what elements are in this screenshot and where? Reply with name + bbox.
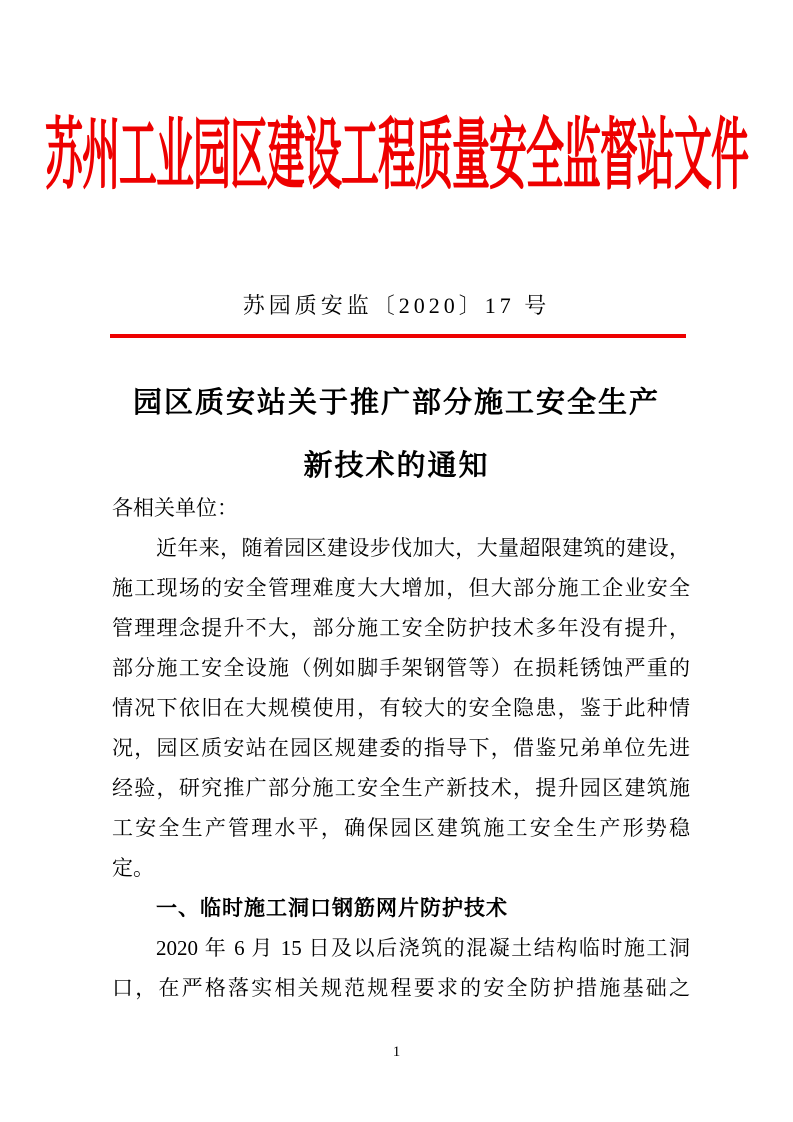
body-line: 情况下依旧在大规模使用，有较大的安全隐患，鉴于此种情 bbox=[112, 696, 690, 720]
body-line: 部分施工安全设施（例如脚手架钢管等）在损耗锈蚀严重的 bbox=[112, 656, 690, 680]
red-divider-line bbox=[110, 334, 686, 338]
document-title bbox=[0, 372, 793, 498]
body-line: 经验，研究推广部分施工安全生产新技术，提升园区建筑施 bbox=[112, 776, 690, 800]
document-body bbox=[112, 488, 690, 1008]
section-heading: 一、临时施工洞口钢筋网片防护技术 bbox=[156, 896, 508, 920]
page-number: 1 bbox=[392, 1044, 401, 1060]
document-number: 苏园质安监〔2020〕17 号 bbox=[242, 293, 551, 318]
body-line: 定。 bbox=[112, 856, 154, 880]
body-line: 近年来，随着园区建设步伐加大，大量超限建筑的建设， bbox=[156, 536, 690, 560]
body-line: 各相关单位： bbox=[112, 496, 238, 520]
letterhead-title: 苏州工业园区建设工程质量安全监督站文件 bbox=[44, 113, 748, 201]
body-line: 管理理念提升不大，部分施工安全防护技术多年没有提升， bbox=[112, 616, 690, 640]
body-line: 口，在严格落实相关规范规程要求的安全防护措施基础之 bbox=[112, 976, 690, 1000]
document-title-line1: 园区质安站关于推广部分施工安全生产 bbox=[132, 387, 660, 419]
body-line: 工安全生产管理水平，确保园区建筑施工安全生产形势稳 bbox=[112, 816, 690, 840]
body-line: 2020 年 6 月 15 日及以后浇筑的混凝土结构临时施工洞 bbox=[156, 936, 690, 960]
body-line: 况，园区质安站在园区规建委的指导下，借鉴兄弟单位先进 bbox=[112, 736, 690, 760]
body-line: 施工现场的安全管理难度大大增加，但大部分施工企业安全 bbox=[112, 576, 690, 600]
document-title-line2: 新技术的通知 bbox=[303, 450, 490, 482]
